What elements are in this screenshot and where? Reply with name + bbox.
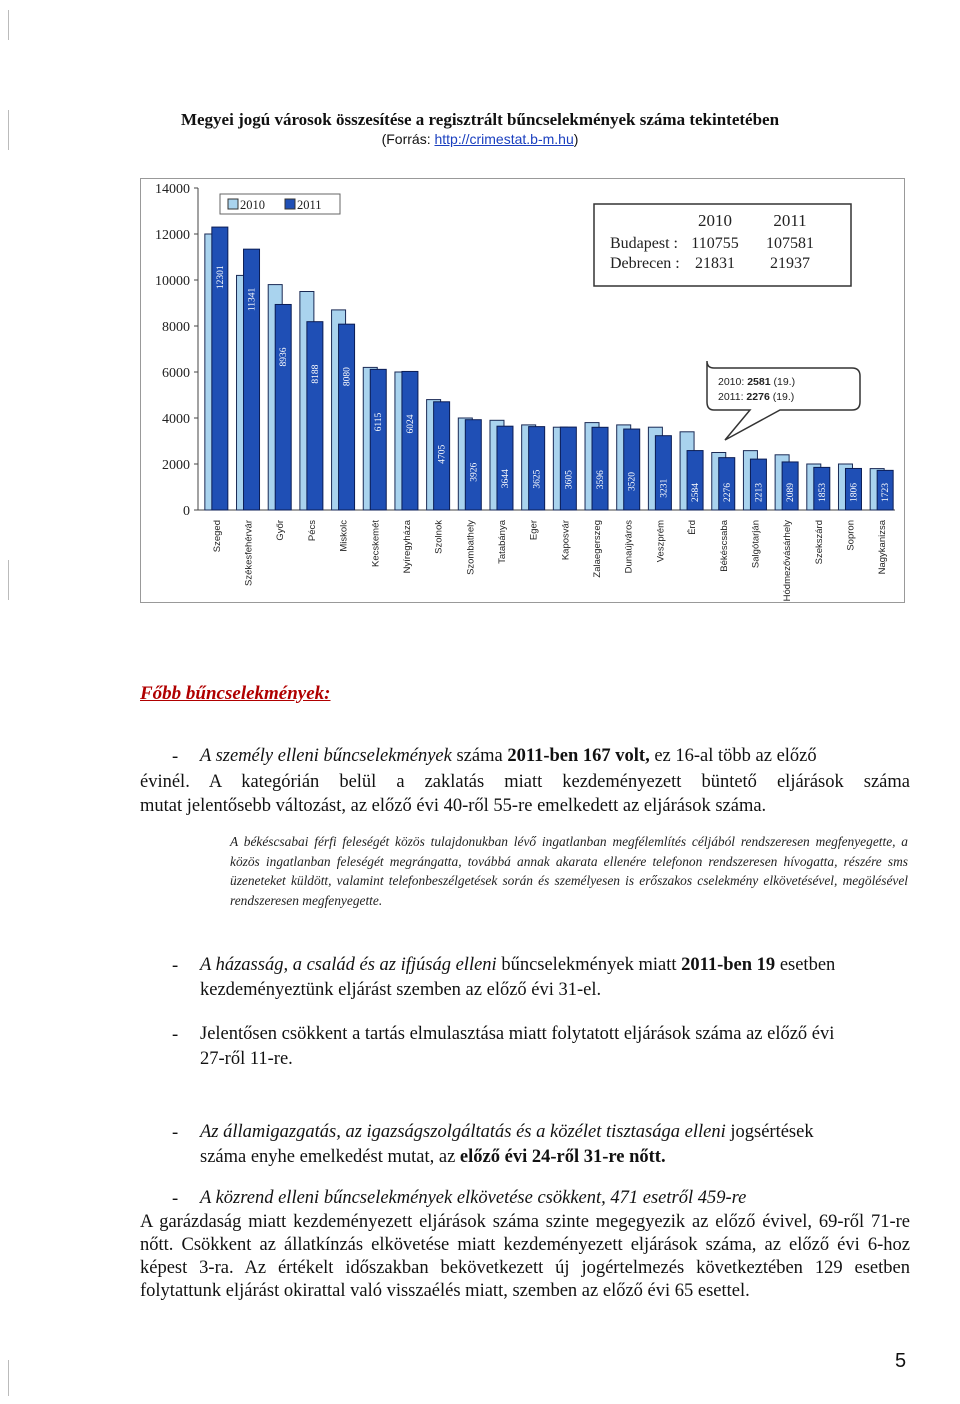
binding-mark: [8, 10, 13, 40]
y-tick-label: 12000: [155, 228, 190, 243]
bar-2011-9: [497, 426, 513, 510]
bar-value-label: 3644: [500, 469, 511, 489]
bar-2011-2: [275, 304, 291, 510]
category-label: Veszprém: [655, 520, 667, 563]
bar-2011-5: [370, 369, 386, 510]
info-header-2010: 2010: [698, 211, 732, 230]
category-label: Békéscsaba: [718, 520, 730, 572]
info-row-2011: 107581: [766, 235, 814, 252]
binding-mark: [8, 560, 13, 600]
bar-value-label: 8936: [279, 347, 290, 367]
bar-value-label: 2213: [754, 483, 765, 502]
category-label: Szekszárd: [813, 520, 825, 565]
bar-value-label: 3605: [564, 470, 575, 490]
bar-value-label: 2089: [786, 483, 797, 502]
paragraph-2-line2: kezdeményeztünk eljárást szemben az előző évi 31-el.: [200, 980, 602, 1000]
callout-line-2010: 2010: 2581 (19.): [718, 376, 796, 388]
paragraph-1-line3: mutat jelentősebb változást, az előző évi 40-ről 55-re emelkedett az eljárások száma.: [140, 796, 767, 816]
category-label: Nyíregyháza: [401, 520, 413, 574]
paragraph-3-line1: Jelentősen csökkent a tartás elmulasztása miatt folytatott eljárások száma az előző évi: [200, 1024, 835, 1044]
bar-2011-4: [339, 324, 355, 510]
bar-value-label: 8080: [342, 367, 353, 387]
bullet-dash: -: [172, 747, 179, 767]
category-label: Szolnok: [433, 520, 445, 554]
bar-value-label: 3231: [659, 478, 670, 498]
bar-value-label: 2276: [722, 483, 733, 502]
bar-value-label: 8188: [310, 364, 321, 384]
y-tick-label: 0: [183, 504, 190, 519]
section-heading: Főbb bűncselekmények:: [140, 683, 331, 704]
bar-2011-3: [307, 322, 323, 510]
info-header-2011: 2011: [773, 211, 807, 230]
bar-value-label: 3520: [627, 472, 638, 492]
source-link[interactable]: http://crimestat.b-m.hu: [434, 131, 574, 147]
example-case: A békéscsabai férfi feleségét közös tulajdonukban lévő ingatlanban megfélemlítés céljából rendszeresen megfenyegette, a közös ingatlanban feleségét megrángatta, továbbá annak akarata ellenére telefonon rendszeresen hívogatta, részére sms üzeneteket küldött, valamint telefonbeszélgetések során és személyesen is erőszakos cselekmény elkövetésével, megölésével rendszeresen megfenyegette.: [230, 834, 908, 908]
paragraph-1-line2: évinél. A kategórián belül a zaklatás miatt kezdeményezett büntető eljárások száma: [140, 772, 910, 792]
category-label: Pécs: [306, 520, 318, 542]
y-tick-label: 14000: [155, 182, 190, 197]
bar-value-label: 3625: [532, 469, 543, 489]
category-label: Miskolc: [338, 520, 350, 552]
info-row-2010: 21831: [695, 255, 735, 272]
info-row-label: Debrecen :: [610, 255, 680, 272]
category-label: Hódmezővásárhely: [782, 520, 794, 602]
bullet-dash: -: [172, 1025, 179, 1045]
bar-value-label: 11341: [247, 287, 258, 312]
category-label: Eger: [528, 520, 540, 541]
category-label: Érd: [687, 520, 699, 535]
category-label: Győr: [275, 520, 287, 541]
category-label: Szombathely: [465, 520, 477, 575]
y-tick-label: 4000: [162, 412, 190, 427]
paragraph-3-line2: 27-ről 11-re.: [200, 1049, 293, 1069]
y-tick-label: 8000: [162, 320, 190, 335]
paragraph-4-line2: száma enyhe emelkedést mutat, az előző évi 24-ről 31-re nőtt.: [200, 1147, 666, 1167]
category-label: Nagykanizsa: [877, 520, 889, 575]
bar-chart: [140, 178, 905, 603]
category-label: Zalaegerszeg: [592, 520, 604, 578]
binding-mark: [8, 1360, 13, 1396]
callout-line-2011: 2011: 2276 (19.): [718, 391, 795, 403]
category-label: Székesfehérvár: [243, 520, 255, 587]
bar-value-label: 3596: [596, 470, 607, 490]
bar-2011-10: [529, 427, 545, 510]
page-number: 5: [895, 1350, 907, 1372]
bar-value-label: 3926: [469, 462, 480, 482]
bar-value-label: 2584: [691, 483, 702, 502]
page-title: Megyei jogú városok összesítése a regisztrált bűncselekmények száma tekintetében: [180, 110, 780, 129]
bar-value-label: 1723: [881, 483, 892, 502]
category-label: Dunaújváros: [623, 520, 635, 574]
bar-2011-11: [560, 427, 576, 510]
bar-value-label: 6115: [374, 412, 385, 432]
info-row-label: Budapest :: [610, 235, 678, 252]
bar-value-label: 1806: [849, 483, 860, 502]
bar-2011-6: [402, 371, 418, 510]
bullet-dash: -: [172, 1123, 179, 1143]
bar-value-label: 4705: [437, 444, 448, 464]
paragraph-5-heading: A közrend elleni bűncselekmények elkövetése csökkent, 471 esetről 459-re: [200, 1188, 747, 1208]
category-label: Salgótarján: [750, 520, 762, 569]
y-tick-label: 10000: [155, 274, 190, 289]
paragraph-5-text: A garázdaság miatt kezdeményezett eljárások száma szinte megegyezik az előző évivel, 69-ről 71-re nőtt. Csökkent az állatkínzás elkövetése miatt kezdeményezett eljárások száma, az előző évi 6-hoz képest 3-ra. Az értékelt időszakban bekövetkezett új jogértelmezés következtében 129 esetben folytattunk eljárást okirattal való visszaélés miatt, szemben az előző évi 65 esettel.: [140, 1212, 910, 1301]
category-label: Kecskemét: [370, 520, 382, 567]
paragraph-1-line1: A személy elleni bűncselekmények száma 2011-ben 167 volt, ez 16-al több az előző: [200, 746, 817, 766]
legend-label-2010: 2010: [240, 198, 265, 212]
bullet-dash: -: [172, 956, 179, 976]
legend-label-2011: 2011: [297, 198, 322, 212]
bar-2011-12: [592, 427, 608, 510]
y-tick-label: 6000: [162, 366, 190, 381]
category-label: Sopron: [845, 520, 857, 551]
y-tick-label: 2000: [162, 458, 190, 473]
category-label: Szeged: [211, 520, 223, 553]
bullet-dash: -: [172, 1189, 179, 1209]
category-label: Tatabánya: [496, 520, 508, 564]
bar-value-label: 12301: [215, 265, 226, 290]
bar-2011-13: [624, 429, 640, 510]
paragraph-2-line1: A házasság, a család és az ifjúság elleni bűncselekmények miatt 2011-ben 19 esetben: [200, 955, 836, 975]
legend-swatch-2011: [285, 199, 295, 209]
bar-2011-14: [655, 436, 671, 510]
bar-value-label: 6024: [405, 414, 416, 434]
info-row-2011: 21937: [770, 255, 810, 272]
legend-swatch-2010: [228, 199, 238, 209]
info-row-2010: 110755: [691, 235, 739, 252]
source-line: (Forrás: http://crimestat.b-m.hu): [381, 131, 579, 147]
bar-value-label: 1853: [817, 483, 828, 502]
category-label: Kaposvár: [560, 520, 572, 561]
paragraph-4-line1: Az államigazgatás, az igazságszolgáltatás és a közélet tisztasága elleni jogsértések: [200, 1122, 814, 1142]
